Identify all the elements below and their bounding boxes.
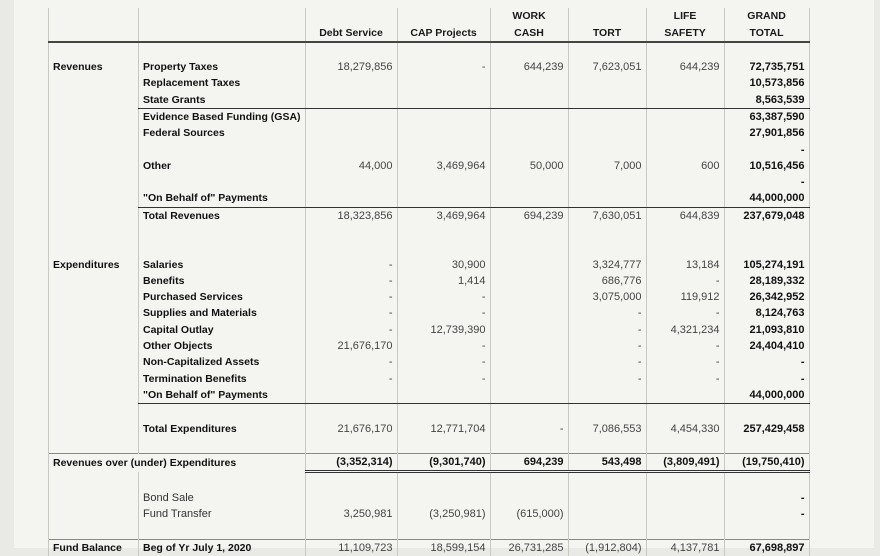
value-cell: [646, 490, 724, 506]
empty-cell: [568, 240, 646, 256]
value-cell: 4,454,330: [646, 420, 724, 436]
empty-cell: [49, 42, 139, 59]
value-cell: 18,279,856: [305, 59, 397, 75]
value-cell: [397, 75, 490, 91]
value-cell: [397, 91, 490, 108]
grand-total-cell: 63,387,590: [724, 108, 809, 125]
empty-cell: [724, 472, 809, 490]
value-cell: [646, 75, 724, 91]
empty-cell: [139, 437, 306, 454]
empty-cell: [397, 224, 490, 240]
grand-total-cell: -: [724, 354, 809, 370]
column-header: TOTAL: [724, 24, 809, 41]
value-cell: [490, 125, 568, 141]
empty-cell: [646, 522, 724, 539]
value-cell: [490, 387, 568, 404]
value-cell: [646, 506, 724, 522]
row-label: Fund Transfer: [139, 506, 306, 522]
row-label: Evidence Based Funding (GSA): [139, 108, 306, 125]
value-cell: [490, 256, 568, 272]
column-header: [49, 24, 139, 41]
empty-cell: [139, 404, 306, 421]
value-cell: 21,676,170: [305, 338, 397, 354]
grand-total-cell: 44,000,000: [724, 387, 809, 404]
value-cell: [490, 354, 568, 370]
grand-total-cell: 67,698,897: [724, 539, 809, 556]
spacer-row: [49, 404, 810, 421]
empty-cell: [49, 125, 139, 141]
value-cell: [490, 273, 568, 289]
row-label: Total Revenues: [139, 207, 306, 224]
row-label: Non-Capitalized Assets: [139, 354, 306, 370]
value-cell: (3,352,314): [305, 454, 397, 472]
empty-cell: [724, 522, 809, 539]
value-cell: [568, 190, 646, 207]
value-cell: (3,809,491): [646, 454, 724, 472]
empty-cell: [49, 240, 139, 256]
empty-cell: [139, 522, 306, 539]
value-cell: [568, 387, 646, 404]
empty-cell: [49, 305, 139, 321]
spacer-row: [49, 437, 810, 454]
table-row: [49, 371, 810, 387]
value-cell: [646, 387, 724, 404]
value-cell: -: [397, 354, 490, 370]
grand-total-cell: 28,189,332: [724, 273, 809, 289]
empty-cell: [305, 224, 397, 240]
value-cell: -: [646, 305, 724, 321]
empty-cell: [49, 404, 139, 421]
empty-cell: [49, 354, 139, 370]
empty-cell: [49, 174, 139, 190]
value-cell: 3,324,777: [568, 256, 646, 272]
value-cell: 3,469,964: [397, 207, 490, 224]
empty-cell: [49, 420, 139, 436]
empty-cell: [646, 472, 724, 490]
grand-total-cell: 105,274,191: [724, 256, 809, 272]
empty-cell: [646, 42, 724, 59]
empty-cell: [397, 522, 490, 539]
grand-total-cell: 10,573,856: [724, 75, 809, 91]
value-cell: [305, 174, 397, 190]
empty-cell: [305, 404, 397, 421]
total-expenditures-row: [49, 420, 810, 436]
empty-cell: [49, 207, 139, 224]
empty-cell: [397, 240, 490, 256]
empty-cell: [568, 224, 646, 240]
empty-cell: [646, 437, 724, 454]
empty-cell: [49, 224, 139, 240]
value-cell: -: [397, 371, 490, 387]
empty-cell: [49, 490, 139, 506]
grand-total-cell: 27,901,856: [724, 125, 809, 141]
value-cell: 7,086,553: [568, 420, 646, 436]
row-label: Property Taxes: [139, 59, 306, 75]
row-label: [139, 141, 306, 157]
row-label: "On Behalf of" Payments: [139, 387, 306, 404]
value-cell: [397, 108, 490, 125]
value-cell: -: [305, 305, 397, 321]
column-header: [139, 24, 306, 41]
grand-total-cell: (19,750,410): [724, 454, 809, 472]
value-cell: [568, 91, 646, 108]
row-label: Supplies and Materials: [139, 305, 306, 321]
grand-total-cell: 8,124,763: [724, 305, 809, 321]
grand-total-cell: -: [724, 174, 809, 190]
table-row: [49, 354, 810, 370]
value-cell: 7,630,051: [568, 207, 646, 224]
empty-cell: [49, 371, 139, 387]
table-row: [49, 75, 810, 91]
empty-cell: [490, 224, 568, 240]
empty-cell: [490, 472, 568, 490]
row-label: Capital Outlay: [139, 322, 306, 338]
value-cell: [568, 506, 646, 522]
value-cell: -: [305, 289, 397, 305]
value-cell: [305, 125, 397, 141]
table-row: [49, 125, 810, 141]
empty-cell: [397, 42, 490, 59]
value-cell: [397, 190, 490, 207]
value-cell: 4,137,781: [646, 539, 724, 556]
value-cell: 11,109,723: [305, 539, 397, 556]
grand-total-cell: -: [724, 141, 809, 157]
value-cell: 50,000: [490, 158, 568, 174]
grand-total-cell: 237,679,048: [724, 207, 809, 224]
value-cell: -: [305, 322, 397, 338]
value-cell: (3,250,981): [397, 506, 490, 522]
value-cell: [305, 387, 397, 404]
column-header: CASH: [490, 24, 568, 41]
table-row: [49, 338, 810, 354]
grand-total-cell: 257,429,458: [724, 420, 809, 436]
table-row: [49, 387, 810, 404]
empty-cell: [305, 240, 397, 256]
empty-cell: [724, 437, 809, 454]
column-header-top: [49, 8, 139, 24]
row-label: Other: [139, 158, 306, 174]
value-cell: [646, 91, 724, 108]
empty-cell: [568, 404, 646, 421]
value-cell: 694,239: [490, 454, 568, 472]
row-label: Total Expenditures: [139, 420, 306, 436]
section-label-fund-balance: Fund Balance: [49, 539, 139, 556]
value-cell: -: [305, 256, 397, 272]
column-header-top: [139, 8, 306, 24]
table-row: [49, 91, 810, 108]
value-cell: -: [397, 59, 490, 75]
value-cell: [568, 125, 646, 141]
empty-cell: [49, 522, 139, 539]
row-label: Other Objects: [139, 338, 306, 354]
value-cell: [490, 371, 568, 387]
value-cell: 600: [646, 158, 724, 174]
column-header-top: [305, 8, 397, 24]
value-cell: 21,676,170: [305, 420, 397, 436]
value-cell: -: [397, 305, 490, 321]
value-cell: 4,321,234: [646, 322, 724, 338]
spacer-row: [49, 42, 810, 59]
row-label: Federal Sources: [139, 125, 306, 141]
value-cell: 26,731,285: [490, 539, 568, 556]
value-cell: [305, 91, 397, 108]
value-cell: [490, 338, 568, 354]
column-header: CAP Projects: [397, 24, 490, 41]
value-cell: 3,469,964: [397, 158, 490, 174]
value-cell: 644,239: [646, 59, 724, 75]
empty-cell: [49, 273, 139, 289]
empty-cell: [397, 404, 490, 421]
empty-cell: [49, 289, 139, 305]
empty-cell: [305, 472, 397, 490]
grand-total-cell: 26,342,952: [724, 289, 809, 305]
table-row: [49, 506, 810, 522]
value-cell: 3,075,000: [568, 289, 646, 305]
column-header: SAFETY: [646, 24, 724, 41]
value-cell: [305, 141, 397, 157]
column-header: Debt Service: [305, 24, 397, 41]
value-cell: 644,839: [646, 207, 724, 224]
empty-cell: [490, 437, 568, 454]
value-cell: [490, 141, 568, 157]
value-cell: [490, 91, 568, 108]
row-label: [139, 174, 306, 190]
value-cell: -: [305, 273, 397, 289]
value-cell: -: [568, 322, 646, 338]
value-cell: (615,000): [490, 506, 568, 522]
value-cell: [568, 490, 646, 506]
value-cell: [568, 75, 646, 91]
value-cell: [397, 387, 490, 404]
value-cell: 119,912: [646, 289, 724, 305]
value-cell: -: [568, 371, 646, 387]
grand-total-cell: 21,093,810: [724, 322, 809, 338]
value-cell: 12,771,704: [397, 420, 490, 436]
value-cell: [397, 125, 490, 141]
column-header-top: WORK: [490, 8, 568, 24]
empty-cell: [305, 42, 397, 59]
table-row: [49, 273, 810, 289]
empty-cell: [724, 42, 809, 59]
value-cell: 543,498: [568, 454, 646, 472]
value-cell: [397, 490, 490, 506]
table-row: [49, 59, 810, 75]
empty-cell: [49, 158, 139, 174]
table-row: [49, 256, 810, 272]
value-cell: [646, 125, 724, 141]
empty-cell: [490, 404, 568, 421]
value-cell: [568, 108, 646, 125]
grand-total-cell: 8,563,539: [724, 91, 809, 108]
value-cell: -: [646, 371, 724, 387]
value-cell: 44,000: [305, 158, 397, 174]
empty-cell: [568, 42, 646, 59]
value-cell: [490, 305, 568, 321]
value-cell: -: [646, 354, 724, 370]
value-cell: -: [305, 371, 397, 387]
value-cell: [305, 108, 397, 125]
budget-table-body: [49, 8, 810, 556]
grand-total-cell: 72,735,751: [724, 59, 809, 75]
value-cell: 18,323,856: [305, 207, 397, 224]
empty-cell: [568, 437, 646, 454]
table-row: [49, 141, 810, 157]
value-cell: (1,912,804): [568, 539, 646, 556]
empty-cell: [49, 190, 139, 207]
value-cell: 694,239: [490, 207, 568, 224]
value-cell: [568, 174, 646, 190]
value-cell: [646, 174, 724, 190]
empty-cell: [490, 522, 568, 539]
value-cell: -: [397, 289, 490, 305]
budget-table: [48, 8, 810, 556]
budget-sheet: [14, 0, 874, 554]
empty-cell: [49, 387, 139, 404]
grand-total-cell: -: [724, 490, 809, 506]
row-label: Salaries: [139, 256, 306, 272]
row-label: State Grants: [139, 91, 306, 108]
empty-cell: [49, 75, 139, 91]
empty-cell: [646, 240, 724, 256]
empty-cell: [646, 404, 724, 421]
value-cell: [490, 322, 568, 338]
empty-cell: [397, 472, 490, 490]
table-row: [49, 305, 810, 321]
value-cell: [646, 190, 724, 207]
empty-cell: [139, 240, 306, 256]
empty-cell: [49, 108, 139, 125]
value-cell: [568, 141, 646, 157]
row-label: Termination Benefits: [139, 371, 306, 387]
value-cell: -: [305, 354, 397, 370]
value-cell: -: [568, 305, 646, 321]
row-label: Benefits: [139, 273, 306, 289]
row-label: "On Behalf of" Payments: [139, 190, 306, 207]
spacer-row: [49, 472, 810, 490]
section-label-revenues: Revenues: [49, 59, 139, 75]
empty-cell: [724, 224, 809, 240]
table-row: [49, 190, 810, 207]
value-cell: 18,599,154: [397, 539, 490, 556]
spacer-row: [49, 224, 810, 240]
empty-cell: [397, 437, 490, 454]
empty-cell: [49, 141, 139, 157]
row-label: Purchased Services: [139, 289, 306, 305]
value-cell: 13,184: [646, 256, 724, 272]
empty-cell: [568, 472, 646, 490]
rev-over-exp-row: [49, 454, 810, 472]
value-cell: 12,739,390: [397, 322, 490, 338]
value-cell: [490, 190, 568, 207]
value-cell: [397, 141, 490, 157]
row-label: Bond Sale: [139, 490, 306, 506]
value-cell: [305, 490, 397, 506]
empty-cell: [139, 472, 306, 490]
row-label: Replacement Taxes: [139, 75, 306, 91]
header-row-1: [49, 8, 810, 24]
value-cell: -: [568, 354, 646, 370]
value-cell: [305, 190, 397, 207]
empty-cell: [139, 224, 306, 240]
value-cell: [646, 141, 724, 157]
empty-cell: [724, 404, 809, 421]
table-row: [49, 289, 810, 305]
value-cell: 7,623,051: [568, 59, 646, 75]
value-cell: [646, 108, 724, 125]
value-cell: -: [568, 338, 646, 354]
empty-cell: [49, 472, 139, 490]
empty-cell: [490, 240, 568, 256]
value-cell: -: [646, 273, 724, 289]
value-cell: [490, 174, 568, 190]
value-cell: [490, 108, 568, 125]
value-cell: -: [490, 420, 568, 436]
column-header-top: [568, 8, 646, 24]
value-cell: 644,239: [490, 59, 568, 75]
value-cell: 30,900: [397, 256, 490, 272]
grand-total-cell: 24,404,410: [724, 338, 809, 354]
column-header-top: GRAND: [724, 8, 809, 24]
empty-cell: [646, 224, 724, 240]
empty-cell: [305, 437, 397, 454]
empty-cell: [724, 240, 809, 256]
column-header: TORT: [568, 24, 646, 41]
value-cell: (9,301,740): [397, 454, 490, 472]
table-row: [49, 322, 810, 338]
empty-cell: [49, 506, 139, 522]
rev-over-exp-label: Revenues over (under) Expenditures: [49, 454, 306, 472]
spacer-row: [49, 240, 810, 256]
empty-cell: [305, 522, 397, 539]
empty-cell: [49, 338, 139, 354]
grand-total-cell: 44,000,000: [724, 190, 809, 207]
row-label: Beg of Yr July 1, 2020: [139, 539, 306, 556]
empty-cell: [490, 42, 568, 59]
value-cell: [490, 75, 568, 91]
value-cell: 686,776: [568, 273, 646, 289]
value-cell: [397, 174, 490, 190]
column-header-top: LIFE: [646, 8, 724, 24]
empty-cell: [139, 42, 306, 59]
value-cell: [490, 289, 568, 305]
value-cell: 7,000: [568, 158, 646, 174]
value-cell: 3,250,981: [305, 506, 397, 522]
empty-cell: [49, 437, 139, 454]
grand-total-cell: -: [724, 506, 809, 522]
value-cell: [490, 490, 568, 506]
table-row: [49, 174, 810, 190]
grand-total-cell: 10,516,456: [724, 158, 809, 174]
table-row: [49, 108, 810, 125]
column-header-top: [397, 8, 490, 24]
empty-cell: [49, 91, 139, 108]
value-cell: [305, 75, 397, 91]
table-row: [49, 158, 810, 174]
empty-cell: [568, 522, 646, 539]
grand-total-cell: -: [724, 371, 809, 387]
header-row-2: [49, 24, 810, 41]
empty-cell: [49, 322, 139, 338]
table-row: [49, 490, 810, 506]
value-cell: -: [397, 338, 490, 354]
value-cell: -: [646, 338, 724, 354]
value-cell: 1,414: [397, 273, 490, 289]
section-label-expenditures: Expenditures: [49, 256, 139, 272]
total-revenues-row: [49, 207, 810, 224]
spacer-row: [49, 522, 810, 539]
